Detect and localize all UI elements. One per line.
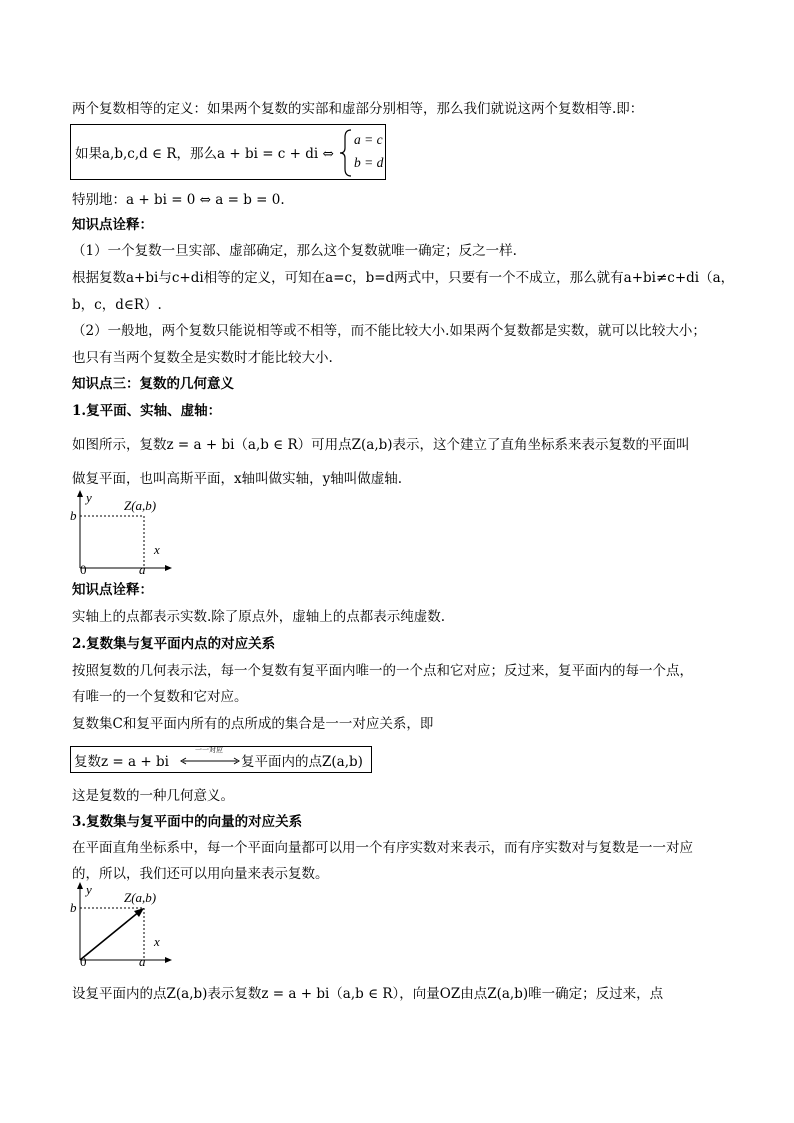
a-tick-label: a (139, 562, 146, 576)
complex-plane-point-text: 复平面内的点Z(a,b) (241, 754, 363, 770)
paragraph-5: 实轴上的点都表示实数.除了原点外，虚轴上的点都表示纯虚数. (72, 609, 446, 625)
section-heading-kp3: 知识点三：复数的几何意义 (72, 376, 234, 392)
left-brace-icon (339, 128, 353, 178)
origin-label: 0 (80, 562, 87, 576)
paragraph-6-line-1: 按照复数的几何表示法，每一个复数有复平面内唯一的一个点和它对应；反过来，复平面内的每一个点， (72, 663, 693, 679)
definition-text: 两个复数相等的定义：如果两个复数的实部和虚部分别相等，那么我们就说这两个复数相等.即： (72, 101, 644, 117)
section-heading-explain: 知识点诠释： (72, 217, 153, 233)
subheading-complex-plane: 1.复平面、实轴、虚轴： (72, 403, 222, 419)
paragraph-9-line-1: 在平面直角坐标系中，每一个平面向量都可以用一个有序实数对来表示，而有序实数对与复数是一一对应 (72, 840, 693, 856)
section-heading-explain-2: 知识点诠释： (72, 582, 153, 598)
y-axis-label: y (86, 490, 92, 505)
point-z-label: Z(a,b) (124, 498, 157, 513)
special-case-text: 特别地：a + bi = 0 ⇔ a = b = 0. (72, 192, 285, 208)
double-arrow-icon (179, 756, 241, 766)
b-tick-label: b (70, 508, 77, 523)
paragraph-1: （1）一个复数一旦实部、虚部确定，那么这个复数就唯一确定；反之一样. (72, 243, 517, 259)
paragraph-2-line-1: 根据复数a+bi与c+di相等的定义，可知在a=c，b=d两式中，只要有一个不成立，那么就有a+bi≠c+di（a， (72, 270, 735, 286)
paragraph-6-line-2: 有唯一的一个复数和它对应。 (72, 689, 248, 705)
y-axis-label-2: y (86, 882, 92, 897)
equality-condition-box (70, 124, 386, 180)
paragraph-2-line-2: b，c，d∈R）. (72, 297, 162, 313)
x-axis-label-2: x (154, 934, 160, 949)
paragraph-10: 设复平面内的点Z(a,b)表示复数z = a + bi（a,b ∈ R），向量OZ由点Z(a,b)唯一确定；反过来，点 (72, 986, 664, 1002)
paragraph-4-line-1: 如图所示，复数z = a + bi（a,b ∈ R）可用点Z(a,b)表示，这个建立了直角坐标系来表示复数的平面叫 (72, 437, 690, 453)
equation-imag-part: b = d (354, 155, 384, 170)
arrow-label: 一一对应 (195, 746, 223, 754)
paragraph-3-line-1: （2）一般地，两个复数只能说相等或不相等，而不能比较大小.如果两个复数都是实数，就可以比较大小； (72, 323, 706, 339)
complex-number-text: 复数z = a + bi (74, 754, 169, 770)
complex-plane-figure-2 (68, 880, 178, 970)
origin-label-2: 0 (80, 954, 87, 969)
paragraph-9-line-2: 的，所以，我们还可以用向量来表示复数。 (72, 866, 329, 882)
complex-plane-figure-1 (68, 488, 178, 576)
equation-real-part: a = c (354, 132, 383, 147)
point-z-label-2: Z(a,b) (124, 890, 157, 905)
b-tick-label-2: b (70, 900, 77, 915)
paragraph-7: 复数集C和复平面内所有的点所成的集合是一一对应关系，即 (72, 716, 434, 732)
a-tick-label-2: a (139, 954, 146, 969)
paragraph-3-line-2: 也只有当两个复数全是实数时才能比较大小. (72, 350, 333, 366)
x-axis-label: x (154, 542, 160, 557)
subheading-point-correspondence: 2.复数集与复平面内点的对应关系 (72, 636, 276, 652)
paragraph-8: 这是复数的一种几何意义。 (72, 788, 234, 804)
correspondence-box (70, 746, 372, 773)
subheading-vector-correspondence: 3.复数集与复平面中的向量的对应关系 (72, 814, 303, 830)
paragraph-4-line-2: 做复平面，也叫高斯平面，x轴叫做实轴，y轴叫做虚轴. (72, 471, 403, 487)
equality-condition-text: 如果a,b,c,d ∈ R，那么a + bi = c + di ⇔ (75, 146, 334, 162)
